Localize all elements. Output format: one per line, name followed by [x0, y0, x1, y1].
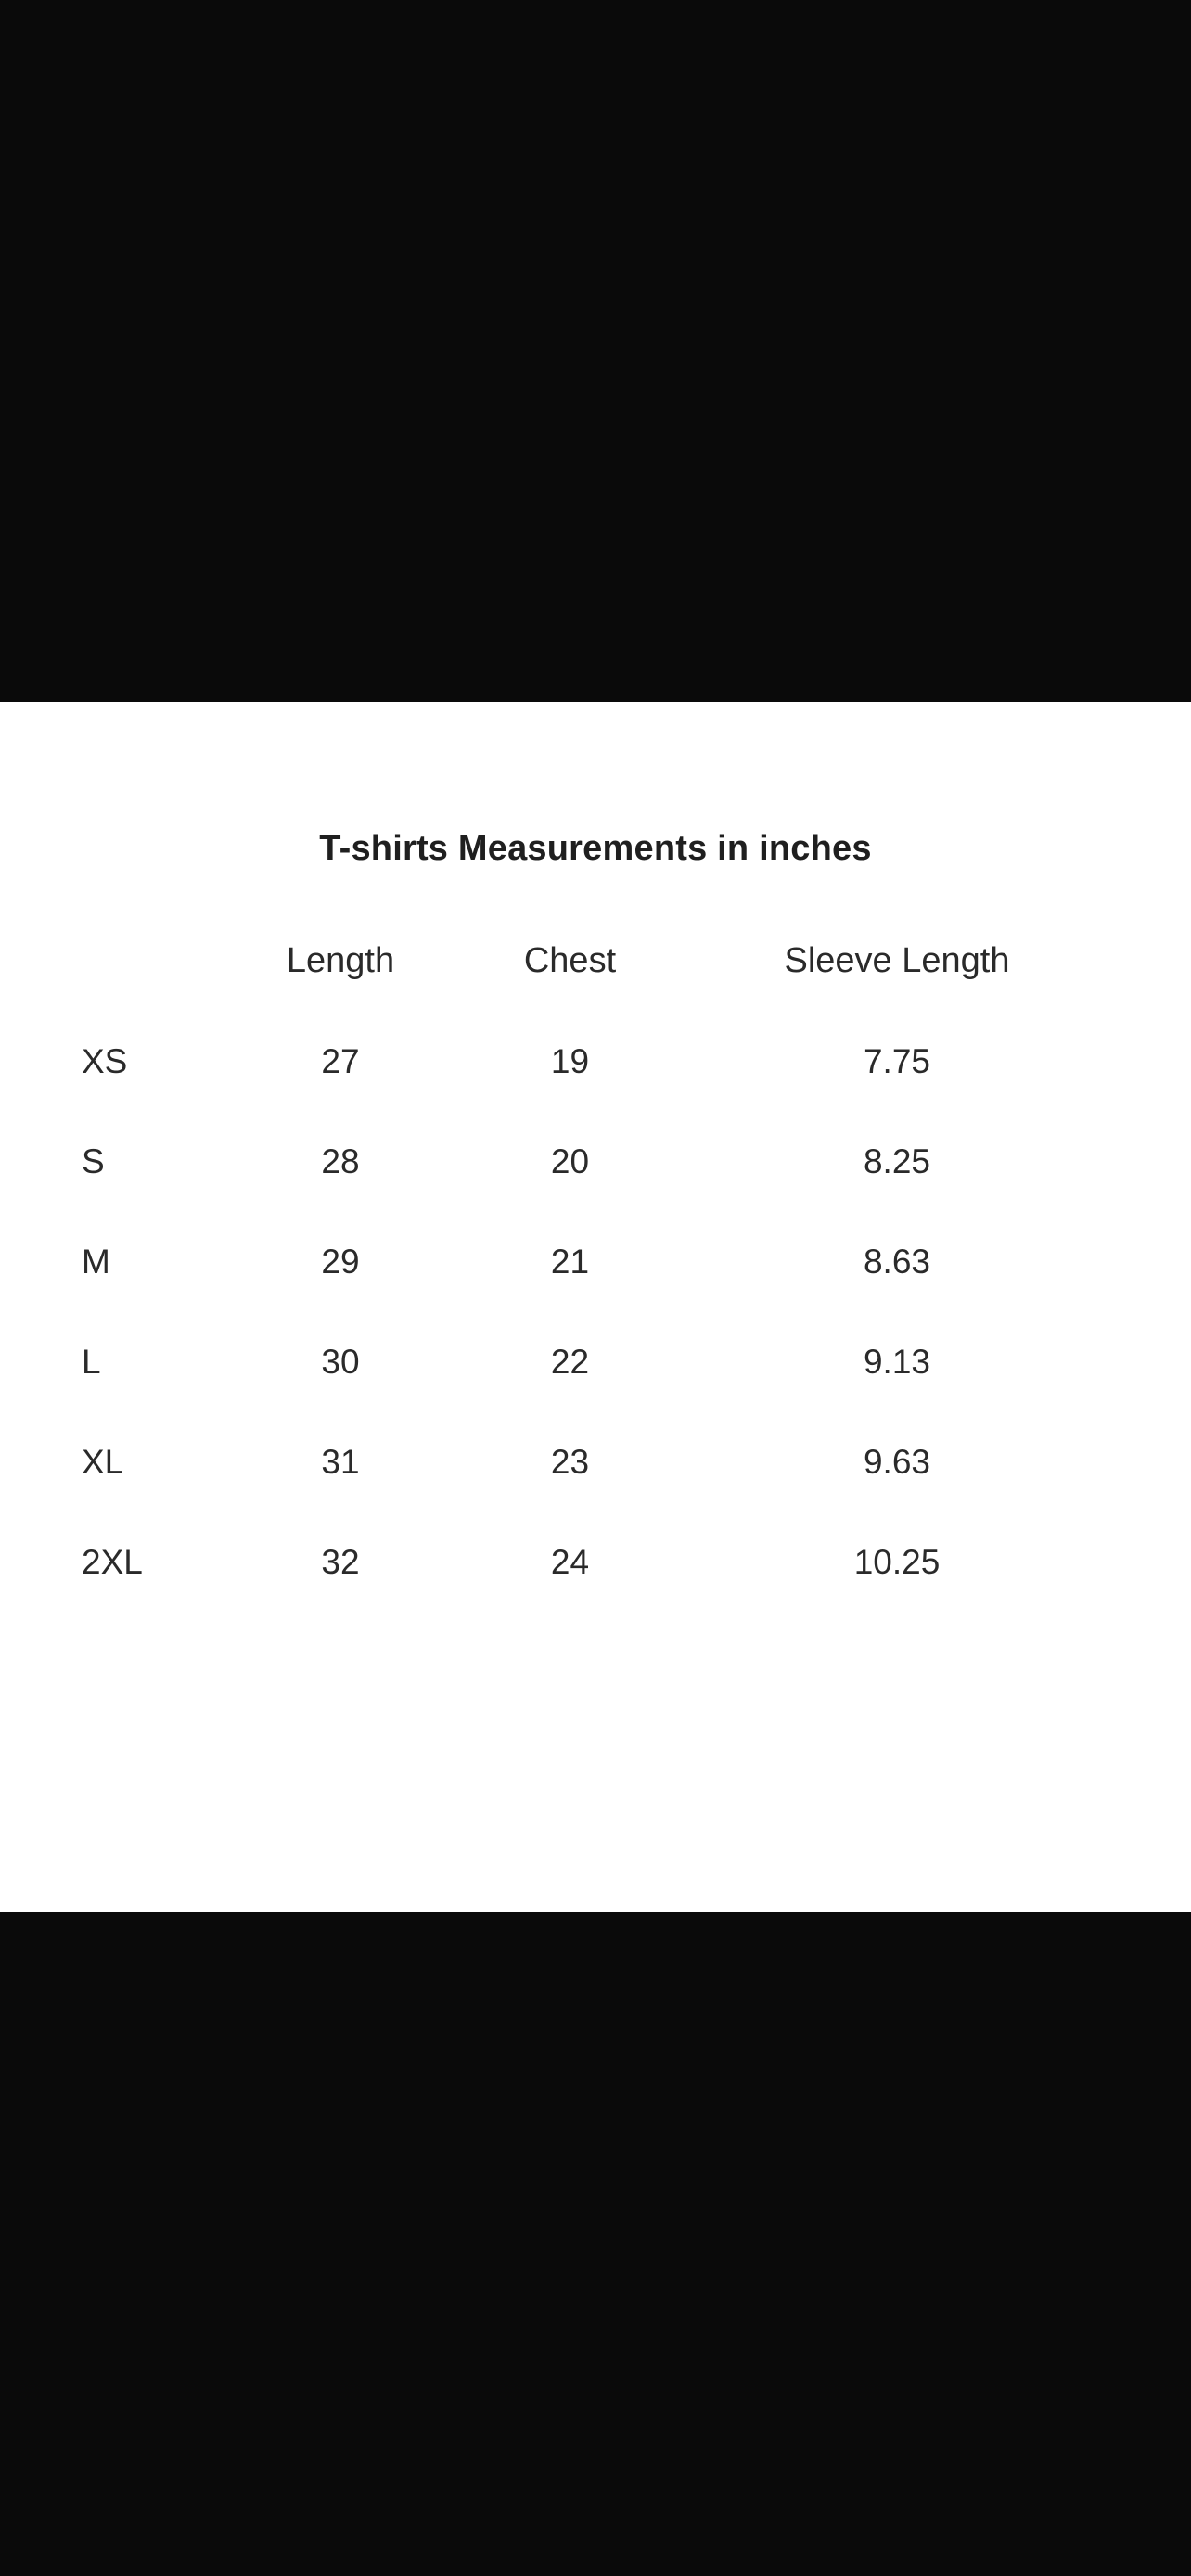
cell-chest: 19 [550, 1041, 590, 1080]
cell-sleeve: 9.13 [863, 1342, 930, 1381]
size-chart-card [0, 702, 1191, 1912]
table-row [58, 1411, 1110, 1511]
table-header-row [58, 911, 1110, 1011]
column-header-chest: Chest [523, 941, 617, 980]
table-header [58, 911, 1110, 1011]
bottom-letterbox [0, 1912, 1191, 2576]
cell-chest: 24 [550, 1542, 590, 1581]
table-row [58, 1511, 1110, 1612]
column-header-size [58, 911, 224, 1011]
cell-length: 31 [321, 1442, 360, 1481]
row-label-size: L [82, 1342, 101, 1381]
row-label-size: M [82, 1242, 110, 1281]
cell-length: 30 [321, 1342, 360, 1381]
column-header-length: Length [286, 941, 395, 980]
cell-length: 28 [321, 1141, 360, 1180]
cell-sleeve: 8.25 [863, 1141, 930, 1180]
row-label-size: S [82, 1141, 105, 1180]
cell-chest: 20 [550, 1141, 590, 1180]
cell-sleeve: 7.75 [863, 1041, 930, 1080]
cell-sleeve: 8.63 [863, 1242, 930, 1281]
table-row [58, 1011, 1110, 1111]
cell-chest: 23 [550, 1442, 590, 1481]
column-header-sleeve-length: Sleeve Length [784, 941, 1010, 980]
cell-sleeve: 10.25 [853, 1542, 941, 1581]
top-letterbox [0, 0, 1191, 702]
row-label-size: XS [82, 1041, 128, 1080]
page-title: T-shirts Measurements in inches [319, 829, 872, 868]
cell-sleeve: 9.63 [863, 1442, 930, 1481]
table-row [58, 1311, 1110, 1411]
table-row [58, 1111, 1110, 1211]
cell-length: 32 [321, 1542, 360, 1581]
cell-chest: 21 [550, 1242, 590, 1281]
row-label-size: XL [82, 1442, 124, 1481]
row-label-size: 2XL [82, 1542, 143, 1581]
table-row [58, 1211, 1110, 1311]
cell-length: 27 [321, 1041, 360, 1080]
cell-chest: 22 [550, 1342, 590, 1381]
size-chart-table [58, 911, 1110, 1612]
table-body [58, 1011, 1110, 1612]
cell-length: 29 [321, 1242, 360, 1281]
